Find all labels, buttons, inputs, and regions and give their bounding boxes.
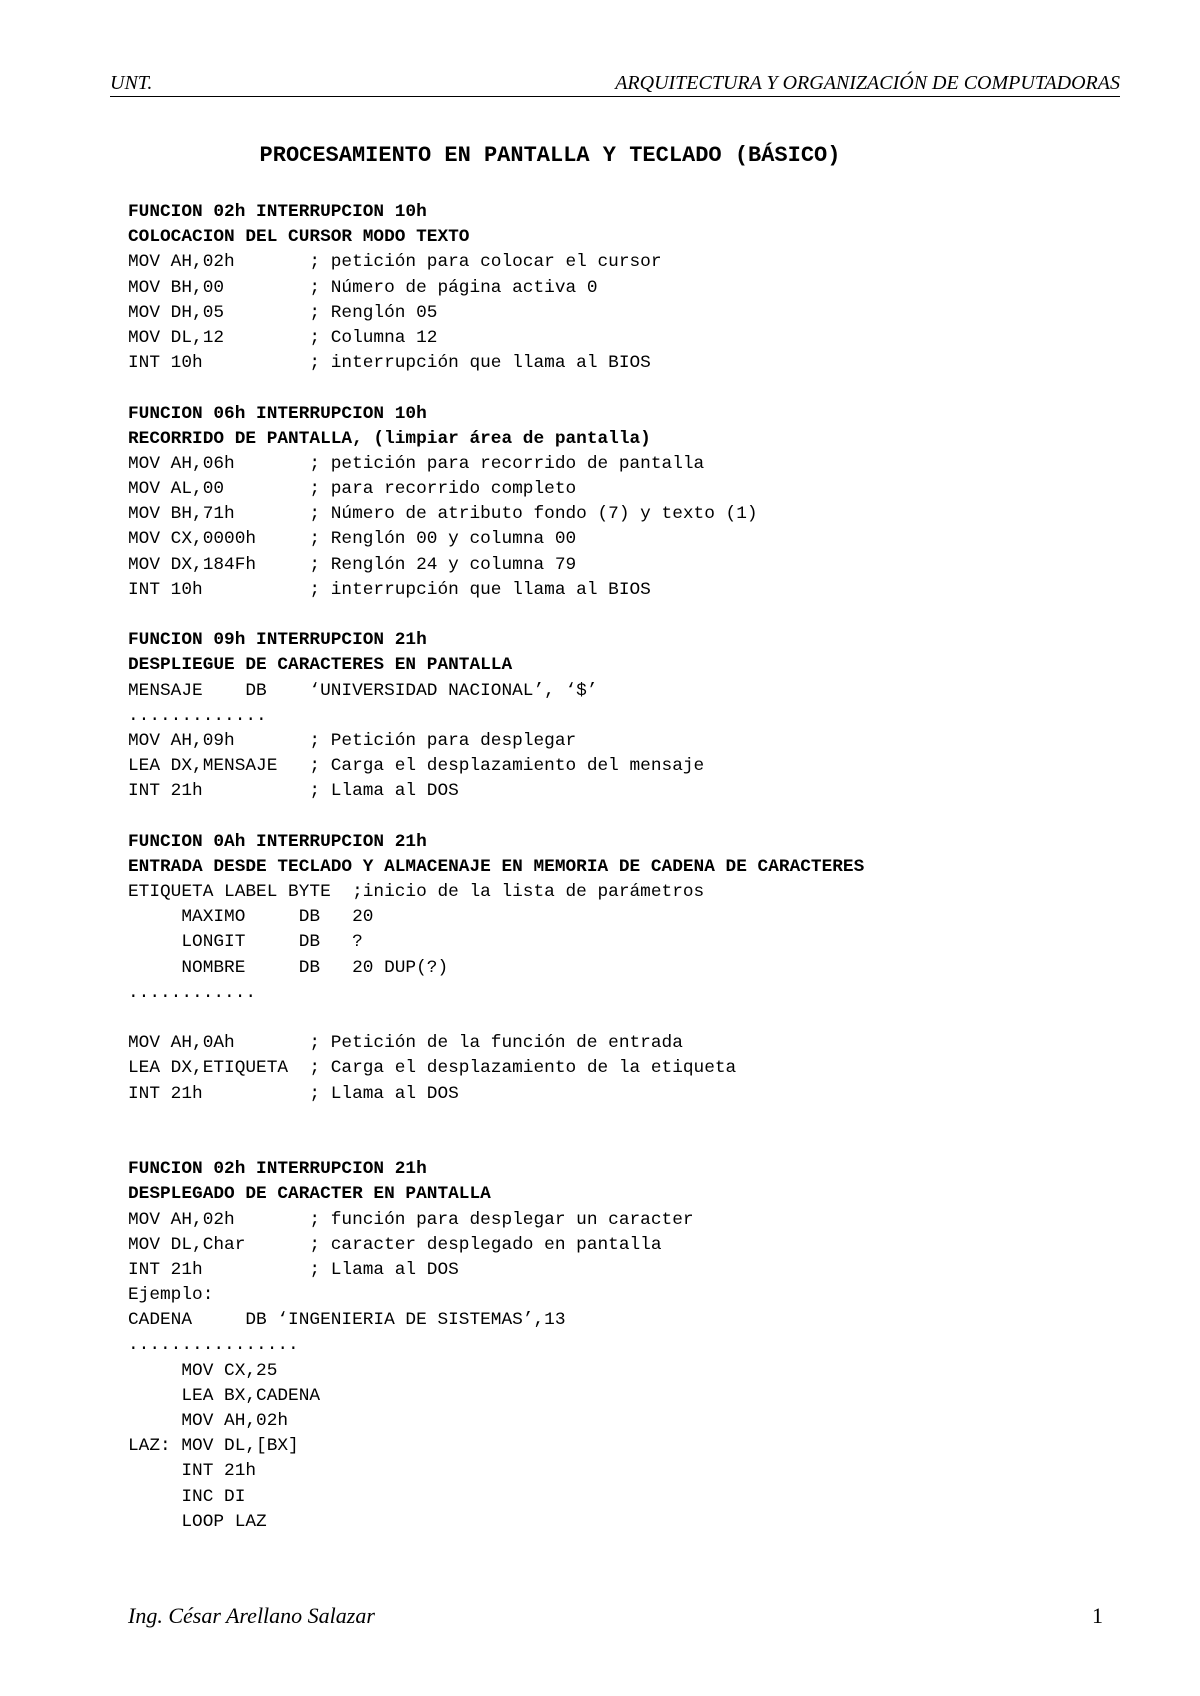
code-line: CADENA DB ‘INGENIERIA DE SISTEMAS’,13 (128, 1310, 566, 1331)
code-line: MOV CX,25 (128, 1360, 278, 1381)
section-heading-line: DESPLEGADO DE CARACTER EN PANTALLA (128, 1184, 491, 1205)
code-line: MOV DH,05 ; Renglón 05 (128, 302, 438, 323)
code-line: INC DI (128, 1486, 246, 1507)
page-header (110, 70, 1120, 97)
code-line: MOV BH,00 ; Número de página activa 0 (128, 277, 598, 298)
code-line: Ejemplo: (128, 1285, 214, 1306)
page-number: 1 (1092, 1603, 1103, 1628)
code-line: MOV AH,0Ah ; Petición de la función de entrada (128, 1033, 683, 1054)
code-line: INT 21h ; Llama al DOS (128, 1259, 459, 1280)
code-line: MOV AL,00 ; para recorrido completo (128, 479, 577, 500)
code-line: MOV BH,71h ; Número de atributo fondo (7) y texto (1) (128, 504, 758, 525)
code-line: INT 21h ; Llama al DOS (128, 781, 459, 802)
code-line: NOMBRE DB 20 DUP(?) (128, 957, 449, 978)
code-line: LEA BX,CADENA (128, 1385, 321, 1406)
code-line: LEA DX,ETIQUETA ; Carga el desplazamiento de la etiqueta (128, 1058, 737, 1079)
page-footer (128, 1603, 1103, 1633)
code-line: MENSAJE DB ‘UNIVERSIDAD NACIONAL’, ‘$’ (128, 680, 598, 701)
code-line: MOV AH,06h ; petición para recorrido de pantalla (128, 453, 705, 474)
code-line: MOV CX,0000h ; Renglón 00 y columna 00 (128, 529, 577, 550)
document-body (128, 200, 1118, 1535)
code-line: LONGIT DB ? (128, 932, 363, 953)
page-title: PROCESAMIENTO EN PANTALLA Y TECLADO (BÁSICO) (259, 143, 841, 168)
section-heading-line: FUNCION 02h INTERRUPCION 10h (128, 202, 427, 222)
code-line: MOV AH,02h (128, 1411, 289, 1431)
code-line: INT 10h ; interrupción que llama al BIOS (128, 353, 651, 374)
section-heading-line: FUNCION 0Ah INTERRUPCION 21h (128, 831, 427, 852)
code-line: INT 10h ; interrupción que llama al BIOS (128, 579, 651, 600)
section-heading-line: FUNCION 06h INTERRUPCION 10h (128, 403, 427, 424)
code-line: LEA DX,MENSAJE ; Carga el desplazamiento del mensaje (128, 756, 705, 777)
code-line (128, 1107, 1118, 1132)
code-line (128, 376, 1118, 401)
code-line: INT 21h ; Llama al DOS (128, 1083, 459, 1104)
section-heading-line: ENTRADA DESDE TECLADO Y ALMACENAJE EN MEMORIA DE CADENA DE CARACTERES (128, 856, 865, 877)
code-line (128, 1132, 1118, 1157)
header-course-title: ARQUITECTURA Y ORGANIZACIÓN DE COMPUTADORAS (615, 72, 1120, 94)
code-line: INT 21h (128, 1461, 257, 1482)
code-line: MOV DX,184Fh ; Renglón 24 y columna 79 (128, 554, 577, 575)
code-line: MAXIMO DB 20 (128, 907, 374, 928)
section-heading-line: COLOCACION DEL CURSOR MODO TEXTO (128, 227, 470, 248)
code-line: MOV DL,12 ; Columna 12 (128, 327, 438, 348)
code-line: MOV AH,02h ; función para desplegar un caracter (128, 1209, 694, 1230)
code-line: ................ (128, 1335, 299, 1356)
section-heading-line: RECORRIDO DE PANTALLA, (limpiar área de pantalla) (128, 428, 651, 449)
code-line: MOV DL,Char ; caracter desplegado en pantalla (128, 1234, 662, 1255)
code-line: ETIQUETA LABEL BYTE ;inicio de la lista de parámetros (128, 882, 705, 903)
code-line: LOOP LAZ (128, 1511, 267, 1532)
section-heading-line: FUNCION 09h INTERRUPCION 21h (128, 630, 427, 651)
code-line: MOV AH,09h ; Petición para desplegar (128, 730, 577, 751)
code-line: LAZ: MOV DL,[BX] (128, 1436, 299, 1457)
code-line (128, 603, 1118, 628)
code-line: ............. (128, 705, 267, 726)
code-line (128, 1006, 1118, 1031)
code-line: MOV AH,02h ; petición para colocar el cursor (128, 252, 662, 273)
header-institution: UNT. (110, 72, 153, 94)
code-line: ............ (128, 982, 257, 1003)
section-heading-line: DESPLIEGUE DE CARACTERES EN PANTALLA (128, 655, 513, 676)
code-line (128, 805, 1118, 830)
footer-author: Ing. César Arellano Salazar (128, 1603, 375, 1628)
section-heading-line: FUNCION 02h INTERRUPCION 21h (128, 1159, 427, 1180)
